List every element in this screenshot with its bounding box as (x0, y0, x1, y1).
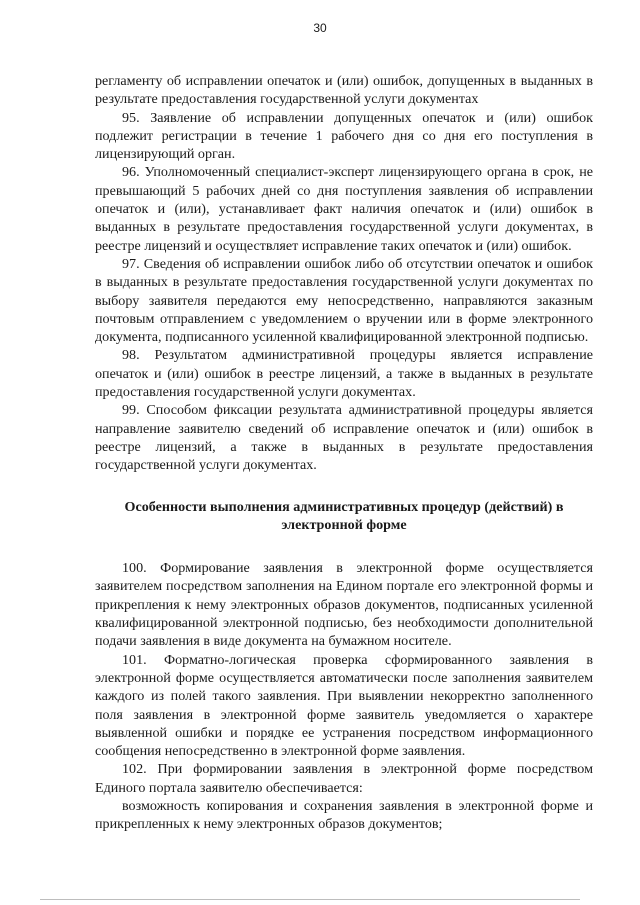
document-body (95, 72, 593, 834)
scan-edge-line (40, 899, 580, 900)
paragraph-100: 100. Формирование заявления в электронной форме осуществляется заявителем посредством заполнения на Едином портале его электронной формы и прикрепления к нему электронных образов документов, подписанных усиленной квалифицированной электронной подписью, без необходимости дополнительной подачи заявления в виде документа на бумажном носителе. (95, 560, 593, 650)
page-number: 30 (313, 21, 327, 35)
paragraph-99: 99. Способом фиксации результата административной процедуры является направление заявителю сведений об исправление опечаток и (или) ошибок в реестре лицензий, а также в выданных в результате предоставления государственной услуги документах. (95, 402, 593, 474)
paragraph-continuation: регламенту об исправлении опечаток и (или) ошибок, допущенных в выданных в результате предоставления государственной услуги документах (95, 73, 593, 108)
paragraph-list-item: возможность копирования и сохранения заявления в электронной форме и прикрепленных к нему электронных образов документов; (95, 797, 593, 833)
section-heading: Особенности выполнения административных процедур (действий) в электронной форме (124, 498, 564, 533)
paragraph-95: 95. Заявление об исправлении допущенных опечаток и (или) ошибок подлежит регистрации в течение 1 рабочего дня со дня его поступления в лицензирующий орган. (95, 109, 593, 163)
paragraph-97: 97. Сведения об исправлении ошибок либо об отсутствии опечаток и ошибок в выданных в результате предоставления государственной услуги документах по выбору заявителя передаются ему непосредственно, направляются заказным почтовым отправлением с уведомлением о вручении или в форме электронного документа, подписанного усиленной квалифицированной электронной подписью. (95, 255, 593, 346)
paragraph-98: 98. Результатом административной процедуры является исправление опечаток и (или) ошибок в реестре лицензий, а также в выданных в результате предоставления государственной услуги документах. (95, 347, 593, 401)
paragraph-101: 101. Форматно-логическая проверка сформированного заявления в электронной форме осуществляется автоматически после заполнения заявителем каждого из полей такого заявления. При выявлении некорректно заполненного поля заявления в электронной форме заявитель уведомляется о характере выявленной ошибки и порядке ее устранения посредством информационного сообщения непосредственно в электронной форме заявления. (95, 651, 593, 760)
paragraph-96: 96. Уполномоченный специалист-эксперт лицензирующего органа в срок, не превышающий 5 рабочих дней со дня поступления заявления об исправлении опечаток и (или), устанавливает факт наличия опечаток и (или) ошибок в выданных в результате предоставления государственной услуги документах, в реестре лицензий и осуществляет исправление таких опечаток и (или) ошибок. (95, 164, 593, 254)
paragraph-102: 102. При формировании заявления в электронной форме посредством Единого портала заявителю обеспечивается: (95, 761, 593, 796)
